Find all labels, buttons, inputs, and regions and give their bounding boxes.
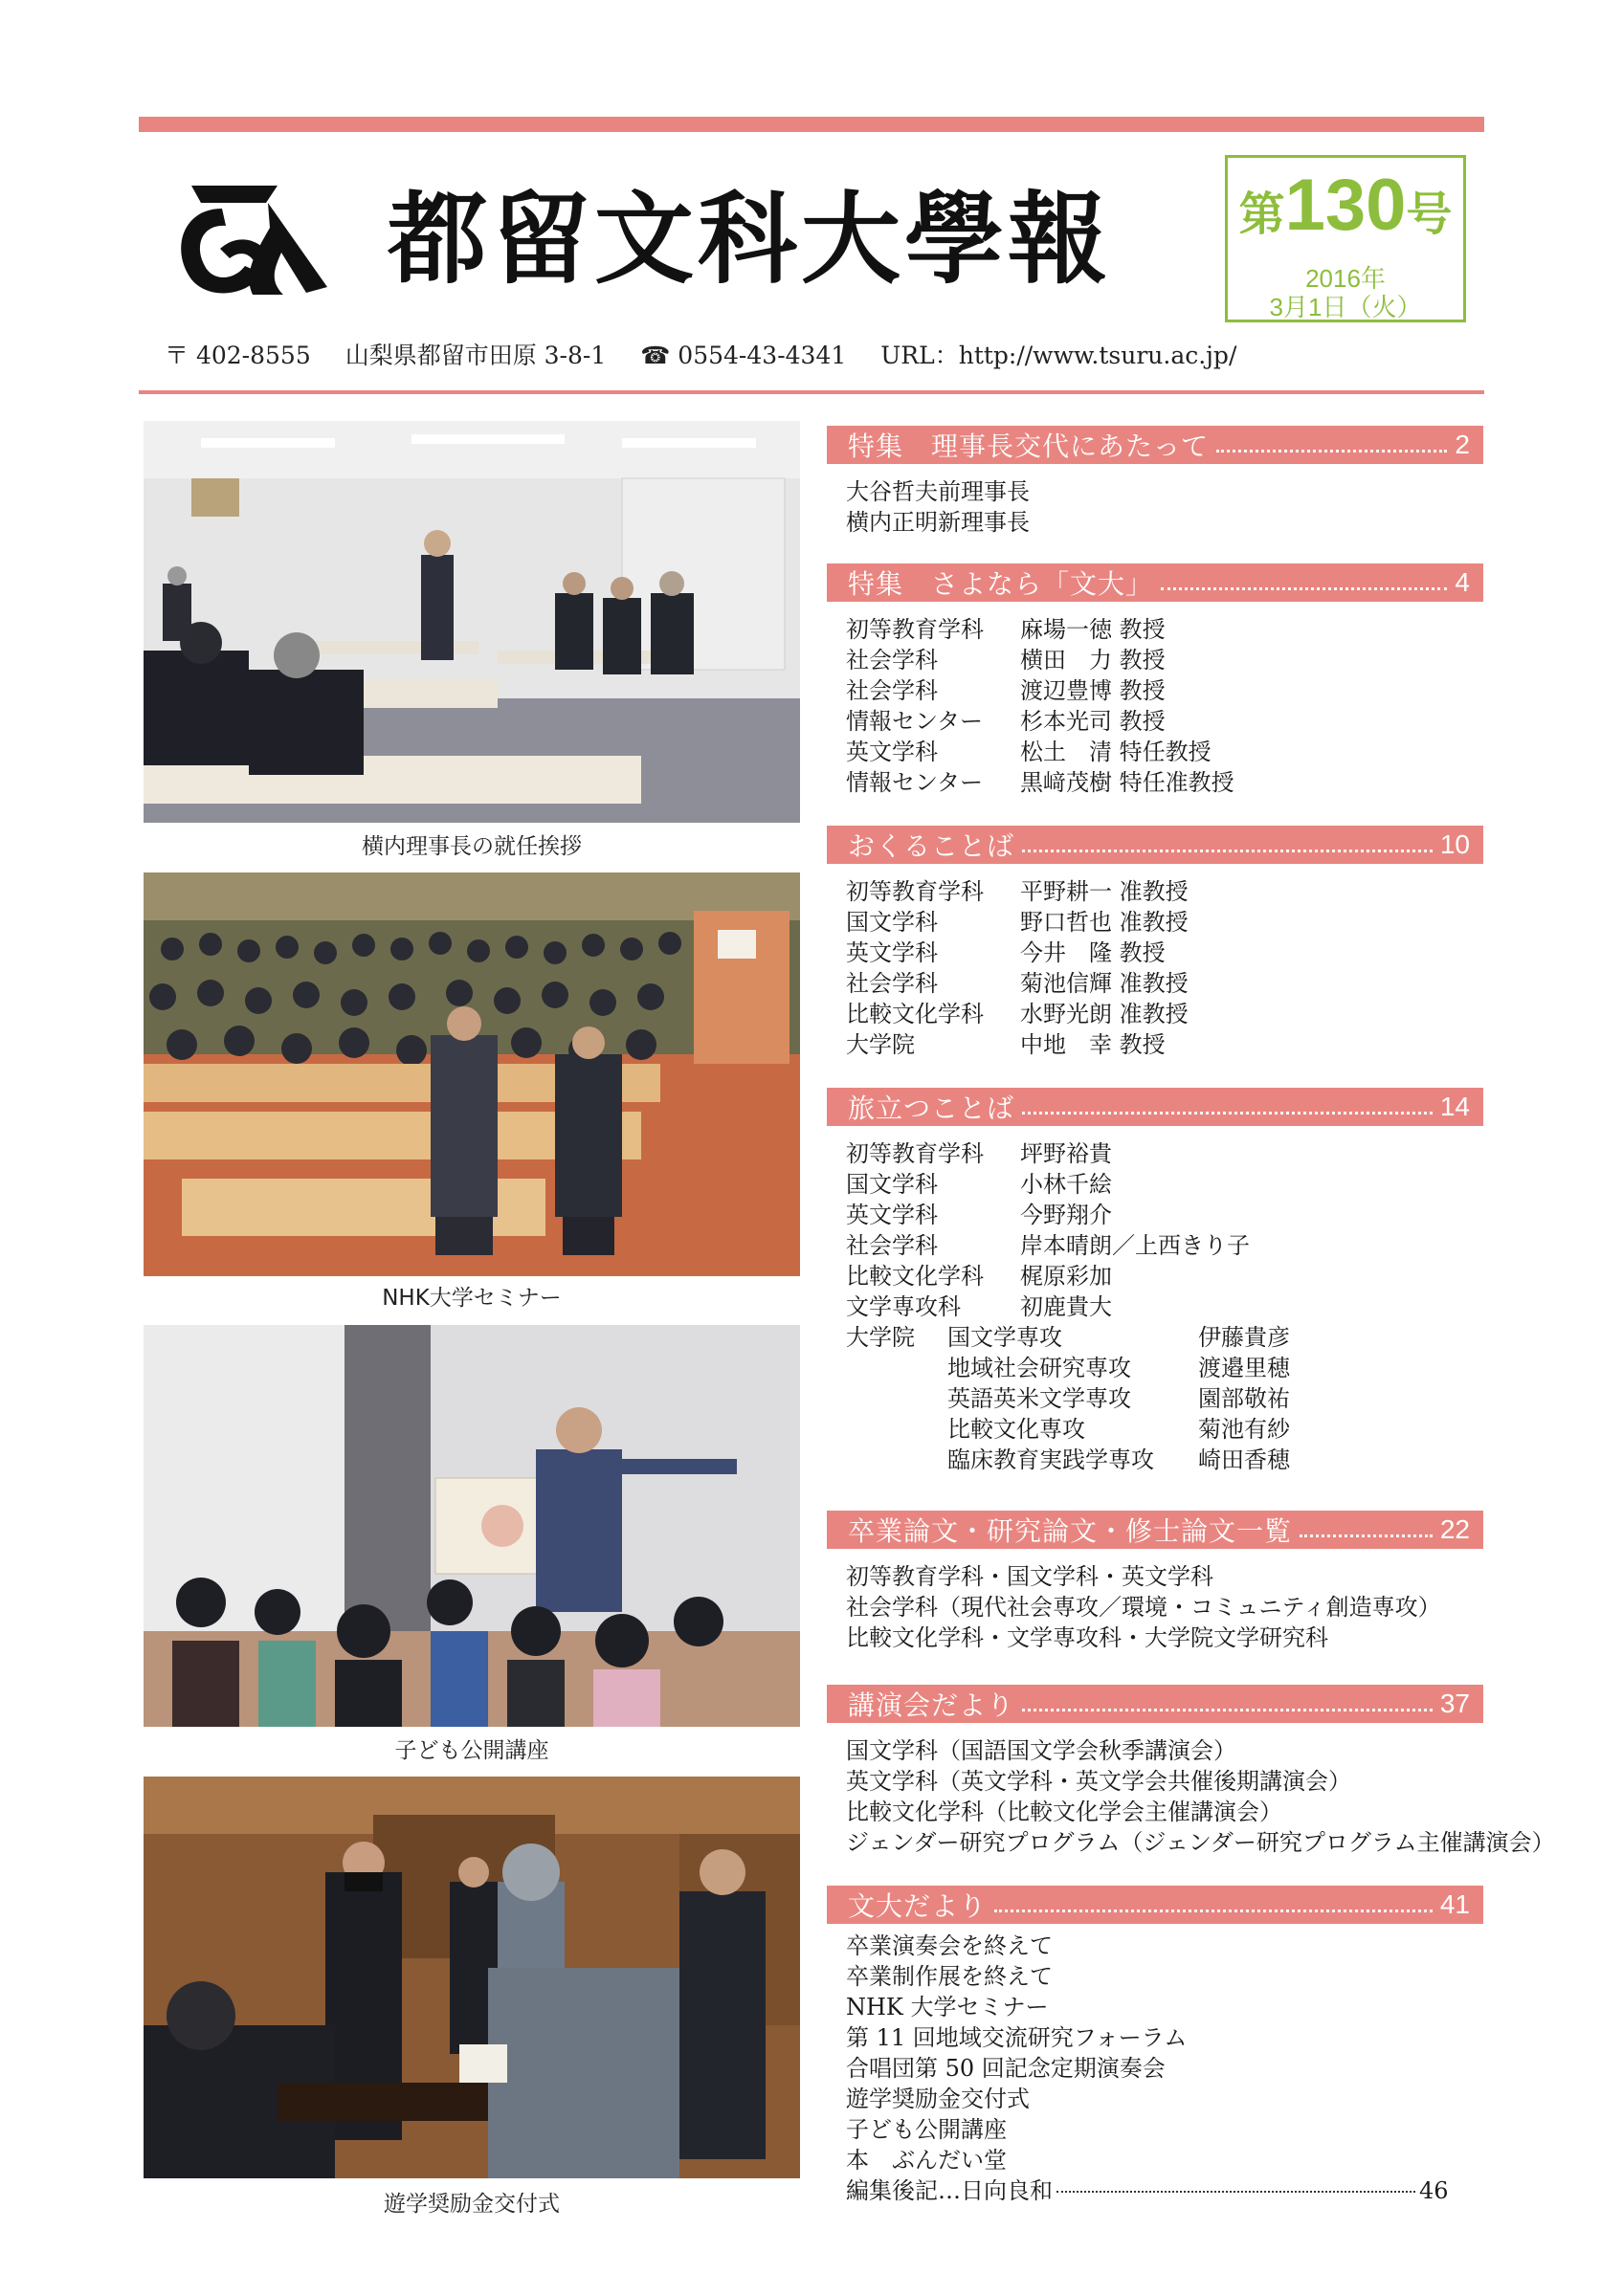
list-item <box>846 1138 1290 1169</box>
photo-kids-lecture <box>144 1325 800 1727</box>
list-item <box>846 706 1234 737</box>
person: 菊池有紗 <box>1198 1416 1290 1443</box>
editors-note-label: 編集後記…日向良和 <box>846 2177 1053 2204</box>
list-item <box>846 767 1234 798</box>
toc-items-thesis-list <box>846 1561 1441 1653</box>
list-item: 卒業制作展を終えて <box>846 1963 1053 1990</box>
major: 地域社会研究専攻 <box>947 1355 1131 1381</box>
person: 横田 力 教授 <box>1020 647 1166 673</box>
header-divider <box>139 390 1484 394</box>
person: 杉本光司 教授 <box>1020 708 1166 735</box>
person: 崎田香穂 <box>1198 1446 1290 1473</box>
major: 比較文化専攻 <box>947 1416 1085 1443</box>
section-page: 14 <box>1439 1092 1470 1121</box>
list-item: 本 ぶんだい堂 <box>846 2147 1007 2174</box>
issue-prefix: 第 <box>1238 189 1285 240</box>
person: 坪野裕貴 <box>1020 1140 1112 1167</box>
phone-number: ☎ 0554-43-4341 <box>640 342 847 369</box>
street-address: 山梨県都留市田原 3-8-1 <box>345 342 607 369</box>
dept: 初等教育学科 <box>846 878 984 905</box>
section-page: 22 <box>1439 1514 1470 1544</box>
person: 中地 幸 教授 <box>1020 1031 1166 1058</box>
list-item <box>846 876 1189 907</box>
issue-date-day: 3月1日（火） <box>1269 293 1422 321</box>
person: 渡辺豊博 教授 <box>1020 677 1166 704</box>
top-bar <box>139 117 1484 132</box>
section-page: 10 <box>1439 829 1470 859</box>
section-title: 特集 理事長交代にあたって <box>848 430 1210 462</box>
list-item-editors-note <box>846 2175 1449 2206</box>
list-item: 社会学科（現代社会専攻／環境・コミュニティ創造専攻） <box>846 1594 1441 1621</box>
postal-code: 〒 402-8555 <box>165 342 311 369</box>
person: 岸本晴朗／上西きり子 <box>1020 1232 1250 1259</box>
person: 今野翔介 <box>1020 1202 1112 1228</box>
toc-section-sending-words[interactable] <box>827 826 1483 864</box>
list-item <box>846 1200 1290 1230</box>
person: 園部敬祐 <box>1198 1385 1290 1412</box>
person: 麻場一徳 教授 <box>1020 616 1166 643</box>
person: 平野耕一 准教授 <box>1020 878 1189 905</box>
website-url: URL：http://www.tsuru.ac.jp/ <box>880 342 1237 369</box>
section-title: 特集 さよなら「文大」 <box>848 568 1154 600</box>
list-item <box>846 968 1189 999</box>
person: 今井 隆 教授 <box>1020 939 1166 966</box>
photo-caption-3: 子ども公開講座 <box>394 1738 549 1763</box>
dept: 初等教育学科 <box>846 1140 984 1167</box>
issue-date-year: 2016年 <box>1305 264 1386 293</box>
toc-items-departing-words <box>846 1138 1290 1475</box>
list-item: 国文学科（国語国文学会秋季講演会） <box>846 1737 1236 1764</box>
list-item: 大谷哲夫前理事長 <box>846 478 1030 505</box>
toc-section-lecture-news[interactable] <box>827 1685 1483 1723</box>
dept: 国文学科 <box>846 909 938 936</box>
list-item: 初等教育学科・国文学科・英文学科 <box>846 1563 1213 1590</box>
person: 渡邉里穂 <box>1198 1355 1290 1381</box>
section-page: 41 <box>1439 1889 1470 1919</box>
list-item <box>846 1414 1290 1445</box>
toc-items-lecture-news <box>846 1735 1555 1858</box>
dept: 文学専攻科 <box>846 1293 961 1320</box>
toc-section-chairman-change[interactable] <box>827 426 1483 464</box>
list-item: 卒業演奏会を終えて <box>846 1932 1053 1959</box>
dept: 英文学科 <box>846 939 938 966</box>
list-item <box>846 614 1234 645</box>
leader-dots <box>1300 1534 1433 1537</box>
toc-items-farewell <box>846 614 1234 798</box>
person: 伊藤貴彦 <box>1198 1324 1290 1351</box>
list-item: 子ども公開講座 <box>846 2116 1007 2143</box>
photo-award-ceremony <box>144 1777 800 2178</box>
dept: 英文学科 <box>846 1202 938 1228</box>
section-page: 4 <box>1455 567 1470 597</box>
section-page: 37 <box>1439 1689 1470 1718</box>
person: 初鹿貴大 <box>1020 1293 1112 1320</box>
dept: 比較文化学科 <box>846 1001 984 1027</box>
issue-box <box>1225 155 1466 322</box>
section-title: 卒業論文・研究論文・修士論文一覧 <box>848 1515 1293 1547</box>
person: 菊池信輝 准教授 <box>1020 970 1189 997</box>
leader-dots <box>1022 850 1433 852</box>
major: 臨床教育実践学専攻 <box>947 1446 1154 1473</box>
toc-section-departing-words[interactable] <box>827 1088 1483 1126</box>
toc-items-sending-words <box>846 876 1189 1060</box>
list-item <box>846 938 1189 968</box>
toc-section-farewell[interactable] <box>827 563 1483 602</box>
section-page: 2 <box>1455 430 1470 459</box>
list-item: 比較文化学科・文学専攻科・大学院文学研究科 <box>846 1624 1328 1651</box>
list-item: NHK 大学セミナー <box>846 1994 1049 2020</box>
leader-dots <box>1161 587 1447 590</box>
dept: 社会学科 <box>846 1232 938 1259</box>
list-item <box>846 1383 1290 1414</box>
dept: 情報センター <box>846 769 984 796</box>
list-item <box>846 1169 1290 1200</box>
photo-inauguration-speech <box>144 421 800 823</box>
toc-section-campus-news[interactable] <box>827 1886 1483 1924</box>
list-item <box>846 1261 1290 1292</box>
dept: 社会学科 <box>846 677 938 704</box>
list-item <box>846 1292 1290 1322</box>
dept: 英文学科 <box>846 739 938 765</box>
newsletter-title: 都留文科大學報 <box>388 180 1112 298</box>
leader-dots <box>1216 450 1447 453</box>
list-item <box>846 907 1189 938</box>
dept: 初等教育学科 <box>846 616 984 643</box>
leader-dots <box>1022 1709 1433 1711</box>
list-item <box>846 675 1234 706</box>
person: 小林千絵 <box>1020 1171 1112 1198</box>
list-item: 英文学科（英文学科・英文学会共催後期講演会） <box>846 1768 1351 1795</box>
list-item: ジェンダー研究プログラム（ジェンダー研究プログラム主催講演会） <box>846 1829 1555 1856</box>
list-item <box>846 737 1234 767</box>
section-title: おくることば <box>848 830 1015 862</box>
person: 梶原彩加 <box>1020 1263 1112 1290</box>
university-logo <box>163 174 335 308</box>
issue-suffix: 号 <box>1406 189 1453 240</box>
dept: 国文学科 <box>846 1171 938 1198</box>
grad-label: 大学院 <box>846 1324 915 1351</box>
person: 黒﨑茂樹 特任准教授 <box>1020 769 1234 796</box>
major: 国文学専攻 <box>947 1324 1062 1351</box>
photo-caption-4: 遊学奨励金交付式 <box>384 2192 560 2217</box>
dept: 大学院 <box>846 1031 915 1058</box>
list-item <box>846 1353 1290 1383</box>
list-item <box>846 999 1189 1029</box>
list-item: 比較文化学科（比較文化学会主催講演会） <box>846 1799 1282 1825</box>
person: 松土 清 特任教授 <box>1020 739 1212 765</box>
list-item: 遊学奨励金交付式 <box>846 2086 1030 2112</box>
dept: 社会学科 <box>846 647 938 673</box>
toc-section-thesis-list[interactable] <box>827 1511 1483 1549</box>
leader-dots <box>1056 2191 1415 2193</box>
issue-number: 130 <box>1284 165 1407 246</box>
dept: 比較文化学科 <box>846 1263 984 1290</box>
address-line <box>165 337 1263 371</box>
section-title: 文大だより <box>848 1890 988 1922</box>
toc-items-chairman-change <box>846 476 1030 538</box>
photo-caption-1: 横内理事長の就任挨拶 <box>362 834 582 859</box>
section-title: 講演会だより <box>848 1689 1015 1721</box>
list-item: 第 11 回地域交流研究フォーラム <box>846 2024 1188 2051</box>
list-item: 横内正明新理事長 <box>846 509 1030 536</box>
photo-caption-2: NHK大学セミナー <box>382 1286 562 1311</box>
list-item <box>846 645 1234 675</box>
editors-note-page: 46 <box>1419 2177 1449 2204</box>
dept: 社会学科 <box>846 970 938 997</box>
list-item: 合唱団第 50 回記念定期演奏会 <box>846 2055 1166 2082</box>
person: 野口哲也 准教授 <box>1020 909 1189 936</box>
leader-dots <box>994 1910 1433 1912</box>
list-item <box>846 1029 1189 1060</box>
major: 英語英米文学専攻 <box>947 1385 1131 1412</box>
list-item <box>846 1445 1290 1475</box>
list-item <box>846 1230 1290 1261</box>
person: 水野光朗 准教授 <box>1020 1001 1189 1027</box>
section-title: 旅立つことば <box>848 1093 1015 1124</box>
dept: 情報センター <box>846 708 984 735</box>
leader-dots <box>1022 1112 1433 1115</box>
list-item <box>846 1322 1290 1353</box>
photo-nhk-seminar <box>144 872 800 1276</box>
issue-number-line <box>1228 167 1463 264</box>
toc-items-campus-news <box>846 1931 1449 2206</box>
